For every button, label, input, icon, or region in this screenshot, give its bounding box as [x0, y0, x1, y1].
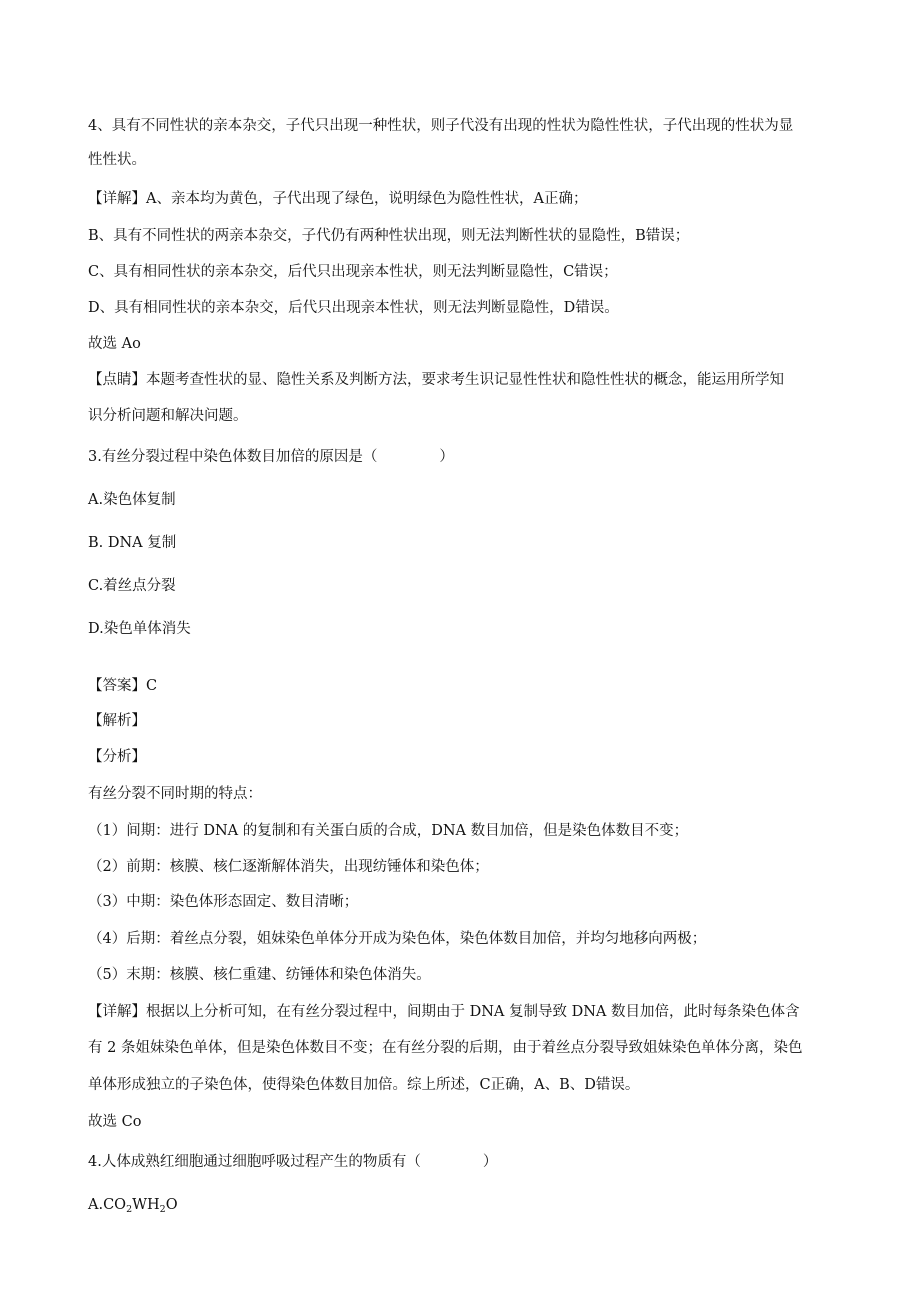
option-d: D.染色单体消失: [88, 621, 191, 637]
point4-line2: 性性状。: [88, 152, 146, 168]
subscript: 2: [159, 1204, 166, 1215]
subscript: 2: [126, 1204, 133, 1215]
choose-c: 故选 Co: [88, 1114, 142, 1130]
question-3-close: ）: [439, 449, 454, 465]
comment-line2: 识分析问题和解决问题。: [88, 408, 248, 424]
question-4-close: ）: [482, 1154, 498, 1170]
question-4-text: 4.人体成熟红细胞通过细胞呼吸过程产生的物质有（: [88, 1154, 421, 1170]
q3-detail-line1: 【详解】根据以上分析可知，在有丝分裂过程中，间期由于 DNA 复制导致 DNA 数目加倍，此时每条染色体含: [88, 1004, 800, 1020]
point4-line1: 4、具有不同性状的亲本杂交，子代只出现一种性状，则子代没有出现的性状为隐性性状，子代出现的性状为显: [88, 118, 794, 134]
phase-prophase: （2）前期：核膜、核仁逐渐解体消失，出现纺锤体和染色体；: [88, 859, 489, 875]
fenxi-heading: 【分析】: [88, 749, 146, 765]
phase-anaphase: （4）后期：着丝点分裂，姐妹染色单体分开成为染色体，染色体数目加倍，并均匀地移向两极；: [88, 931, 707, 947]
phase-metaphase: （3）中期：染色体形态固定、数目清晰；: [88, 894, 359, 910]
option-c: C.着丝点分裂: [88, 578, 176, 594]
question-3-text: 3.有丝分裂过程中染色体数目加倍的原因是（: [88, 449, 378, 465]
q3-detail-line2: 有 2 条姐妹染色单体，但是染色体数目不变；在有丝分裂的后期，由于着丝点分裂导致姐妹染色单体分离，染色: [88, 1040, 803, 1056]
q3-detail-line3: 单体形成独立的子染色体，使得染色体数目加倍。综上所述，C正确，A、B、D错误。: [88, 1077, 640, 1093]
option-b: B. DNA 复制: [88, 535, 177, 551]
option-a-prefix: A.CO: [88, 1197, 127, 1213]
option-a-suffix: O: [165, 1197, 178, 1213]
detail-line-a: 【详解】A、亲本均为黄色，子代出现了绿色，说明绿色为隐性性状，A正确；: [88, 191, 588, 207]
detail-line-b: B、具有不同性状的两亲本杂交，子代仍有两种性状出现，则无法判断性状的显隐性，B错误；: [88, 228, 690, 244]
option-a: A.染色体复制: [88, 492, 176, 508]
q4-option-a: [88, 1195, 178, 1220]
option-a-middle: WH: [132, 1197, 160, 1213]
detail-line-d: D、具有相同性状的亲本杂交，后代只出现亲本性状，则无法判断显隐性，D错误。: [88, 300, 619, 316]
choose-a: 故选 Ao: [88, 336, 141, 352]
phases-intro: 有丝分裂不同时期的特点：: [88, 786, 262, 802]
answer: 【答案】C: [88, 678, 158, 694]
jiexi-heading: 【解析】: [88, 713, 146, 729]
question-4-stem: [88, 1152, 497, 1172]
phase-interphase: （1）间期：进行 DNA 的复制和有关蛋白质的合成，DNA 数目加倍，但是染色体数目不变；: [88, 823, 689, 839]
question-3-stem: [88, 447, 454, 467]
comment-line1: 【点睛】本题考查性状的显、隐性关系及判断方法，要求考生识记显性性状和隐性性状的概念，能运用所学知: [88, 372, 784, 388]
phase-telophase: （5）末期：核膜、核仁重建、纺锤体和染色体消失。: [88, 967, 431, 983]
detail-line-c: C、具有相同性状的亲本杂交，后代只出现亲本性状，则无法判断显隐性，C错误；: [88, 264, 618, 280]
